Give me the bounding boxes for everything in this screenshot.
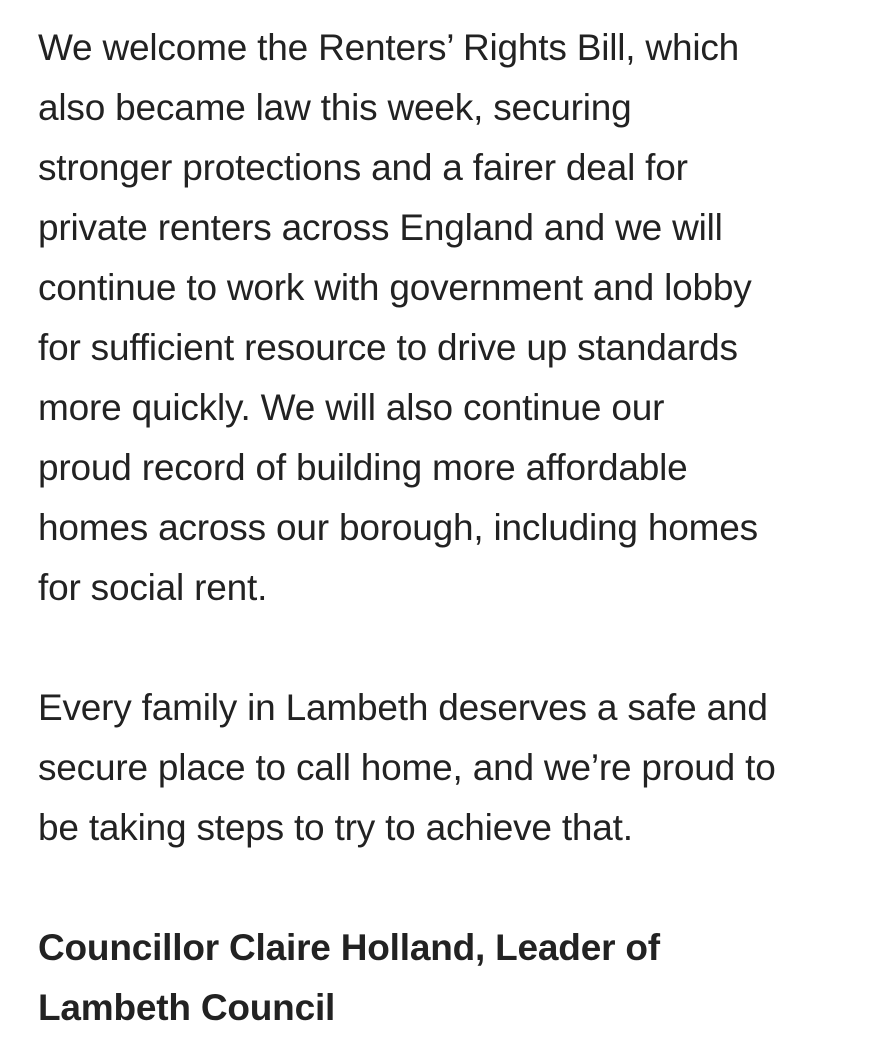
article-body <box>38 18 863 1038</box>
text-line: homes across our borough, including homes <box>38 507 758 548</box>
text-line: private renters across England and we will <box>38 207 723 248</box>
text-line: proud record of building more affordable <box>38 447 688 488</box>
text-line: stronger protections and a fairer deal for <box>38 147 688 188</box>
text-line: Every family in Lambeth deserves a safe and <box>38 687 768 728</box>
paragraph-renters-rights <box>38 18 863 618</box>
attribution-line: Lambeth Council <box>38 987 336 1028</box>
text-line: for sufficient resource to drive up standards <box>38 327 738 368</box>
text-line: for social rent. <box>38 567 268 608</box>
text-line: more quickly. We will also continue our <box>38 387 665 428</box>
text-line: also became law this week, securing <box>38 87 632 128</box>
quote-attribution <box>38 918 863 1038</box>
text-line: We welcome the Renters’ Rights Bill, which <box>38 27 740 68</box>
text-line: continue to work with government and lobby <box>38 267 752 308</box>
text-line: secure place to call home, and we’re proud to <box>38 747 776 788</box>
paragraph-safe-home <box>38 678 863 858</box>
attribution-line: Councillor Claire Holland, Leader of <box>38 927 660 968</box>
text-line: be taking steps to try to achieve that. <box>38 807 633 848</box>
